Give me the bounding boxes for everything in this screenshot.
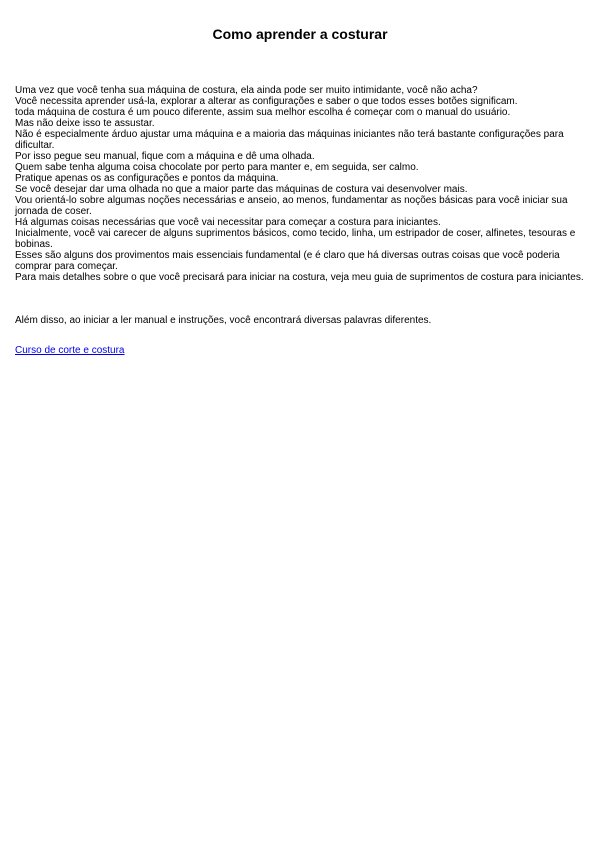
- paragraph: Inicialmente, você vai carecer de alguns suprimentos básicos, como tecido, linha, um estripador de coser, alfinetes, tesouras e bobinas.: [15, 228, 576, 250]
- paragraph: Esses são alguns dos provimentos mais essenciais fundamental (e é claro que há diversas outras coisas que você poderia comprar para começar.: [15, 250, 560, 272]
- paragraph: Mas não deixe isso te assustar.: [15, 118, 155, 129]
- closing-paragraph: Além disso, ao iniciar a ler manual e instruções, você encontrará diversas palavras diferentes.: [15, 315, 432, 326]
- paragraph: Para mais detalhes sobre o que você precisará para iniciar na costura, veja meu guia de suprimentos de costura para iniciantes.: [15, 272, 584, 283]
- body-text: [15, 85, 585, 283]
- paragraph: Uma vez que você tenha sua máquina de costura, ela ainda pode ser muito intimidante, você não acha?: [15, 85, 478, 96]
- paragraph: Há algumas coisas necessárias que você vai necessitar para começar a costura para iniciantes.: [15, 217, 441, 228]
- paragraph: Quem sabe tenha alguma coisa chocolate por perto para manter e, em seguida, ser calmo.: [15, 162, 419, 173]
- paragraph: toda máquina de costura é um pouco diferente, assim sua melhor escolha é começar com o manual do usuário.: [15, 107, 511, 118]
- page-title: Como aprender a costurar: [212, 26, 388, 42]
- paragraph: Não é especialmente árduo ajustar uma máquina e a maioria das máquinas iniciantes não terá bastante configurações para dificultar.: [15, 129, 564, 151]
- paragraph: Vou orientá-lo sobre algumas noções necessárias e anseio, ao menos, fundamentar as noções básicas para você iniciar sua jornada de coser.: [15, 195, 568, 217]
- paragraph: Você necessita aprender usá-la, explorar a alterar as configurações e saber o que todos esses botões significam.: [15, 96, 518, 107]
- paragraph: Pratique apenas os as configurações e pontos da máquina.: [15, 173, 279, 184]
- course-link[interactable]: Curso de corte e costura: [15, 345, 125, 356]
- paragraph: Por isso pegue seu manual, fique com a máquina e dê uma olhada.: [15, 151, 315, 162]
- paragraph: Se você desejar dar uma olhada no que a maior parte das máquinas de costura vai desenvolver mais.: [15, 184, 468, 195]
